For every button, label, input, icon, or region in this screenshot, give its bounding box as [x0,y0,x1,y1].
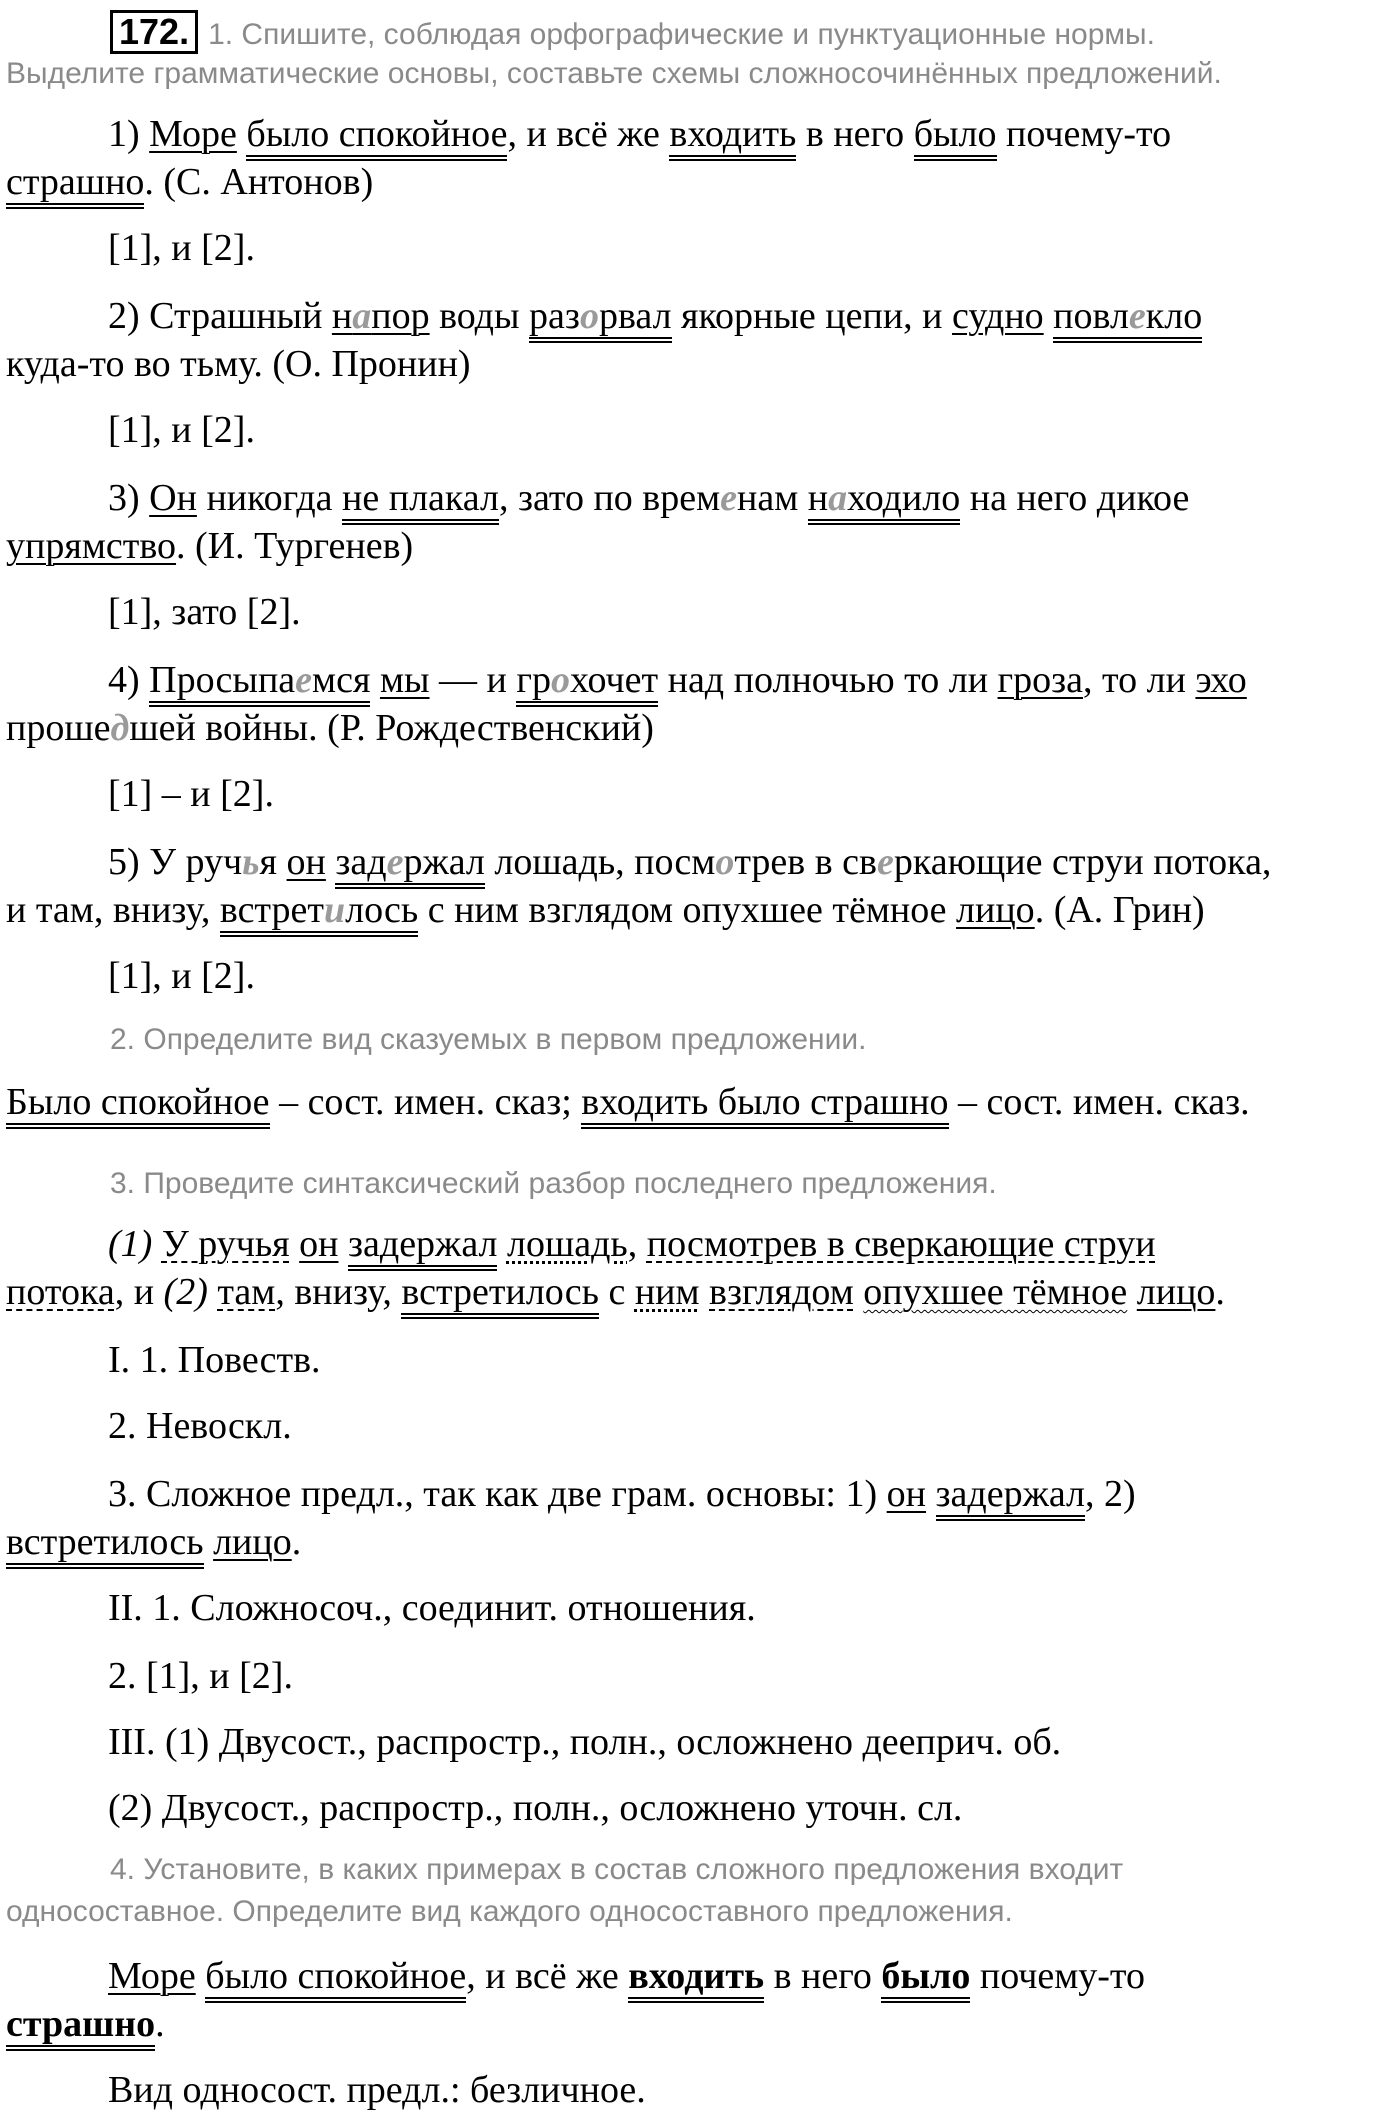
sentence-1-scheme: [1], и [2]. [108,227,255,269]
sentence-2-line1: 2) Страшный напор воды разорвал якорные цепи, и судно повлекло [108,294,1202,338]
analysis-5: 2. [1], и [2]. [108,1655,293,1697]
task4-line2: односоставное. Определите вид каждого односоставного предложения. [6,1895,1013,1928]
parsed-sentence-line2: потока, и (2) там, внизу, встретилось с ним взглядом опухшее тёмное лицо. [6,1270,1225,1314]
sentence-5-number: 5) [108,841,140,883]
task1-line1 [110,10,1155,54]
task4-conclusion: Вид односост. предл.: безличное. [108,2069,646,2111]
sentence-3-number: 3) [108,477,140,519]
analysis-1: I. 1. Повеств. [108,1339,321,1381]
analysis-7: (2) Двусост., распростр., полн., осложнено уточн. сл. [108,1787,963,1829]
exercise-number: 172. [110,10,198,54]
analysis-4: II. 1. Сложносоч., соединит. отношения. [108,1587,756,1629]
sentence-5-line2: и там, внизу, встретилось с ним взглядом опухшее тёмное лицо. (А. Грин) [6,888,1205,932]
predicate-1: Было спокойное [6,1081,270,1129]
task1-text: 1. Спишите, соблюдая орфографические и пунктуационные нормы. [208,18,1155,51]
sentence-1-number: 1) [108,113,140,155]
task4-line1: 4. Установите, в каких примерах в состав сложного предложения входит [110,1853,1124,1886]
task3-title: 3. Проведите синтаксический разбор последнего предложения. [110,1167,997,1200]
sentence-2-scheme: [1], и [2]. [108,409,255,451]
sentence-2-number: 2) [108,295,140,337]
task4-sentence-line2: страшно. [6,2002,165,2046]
task2-title: 2. Определите вид сказуемых в первом предложении. [110,1023,867,1056]
analysis-2: 2. Невоскл. [108,1405,292,1447]
sentence-1-line1: 1) Море было спокойное, и всё же входить в него было почему-то [108,112,1171,156]
sentence-4-line1: 4) Просыпаемся мы — и грохочет над полночью то ли гроза, то ли эхо [108,658,1247,702]
sentence-3-line2: упрямство. (И. Тургенев) [6,525,414,567]
predicate-2-type: – сост. имен. сказ. [948,1081,1250,1123]
predicate-2: входить было страшно [581,1081,948,1129]
sentence-5-line1: 5) У ручья он задержал лошадь, посмотрев в сверкающие струи потока, [108,840,1271,884]
analysis-6: III. (1) Двусост., распростр., полн., осложнено дееприч. об. [108,1721,1062,1763]
sentence-2-line2: куда-то во тьму. (О. Пронин) [6,343,471,385]
task4-sentence-line1: Море было спокойное, и всё же входить в него было почему-то [108,1954,1145,1998]
task2-answer [6,1080,1250,1124]
sentence-4-number: 4) [108,659,140,701]
sentence-3-line1: 3) Он никогда не плакал, зато по временам находило на него дикое [108,476,1189,520]
analysis-3-line1: 3. Сложное предл., так как две грам. основы: 1) он задержал, 2) [108,1472,1136,1516]
predicate-1-type: – сост. имен. сказ; [269,1081,582,1123]
task1-line2: Выделите грамматические основы, составьте схемы сложносочинённых предложений. [6,57,1222,90]
sentence-3-scheme: [1], зато [2]. [108,591,301,633]
sentence-1-line2: страшно. (С. Антонов) [6,160,373,204]
sentence-4-scheme: [1] – и [2]. [108,773,274,815]
sentence-5-scheme: [1], и [2]. [108,955,255,997]
parsed-sentence-line1: (1) У ручья он задержал лошадь, посмотрев в сверкающие струи [108,1222,1156,1266]
sentence-4-line2: прошедшей войны. (Р. Рождественский) [6,707,654,749]
analysis-3-line2: встретилось лицо. [6,1520,301,1564]
